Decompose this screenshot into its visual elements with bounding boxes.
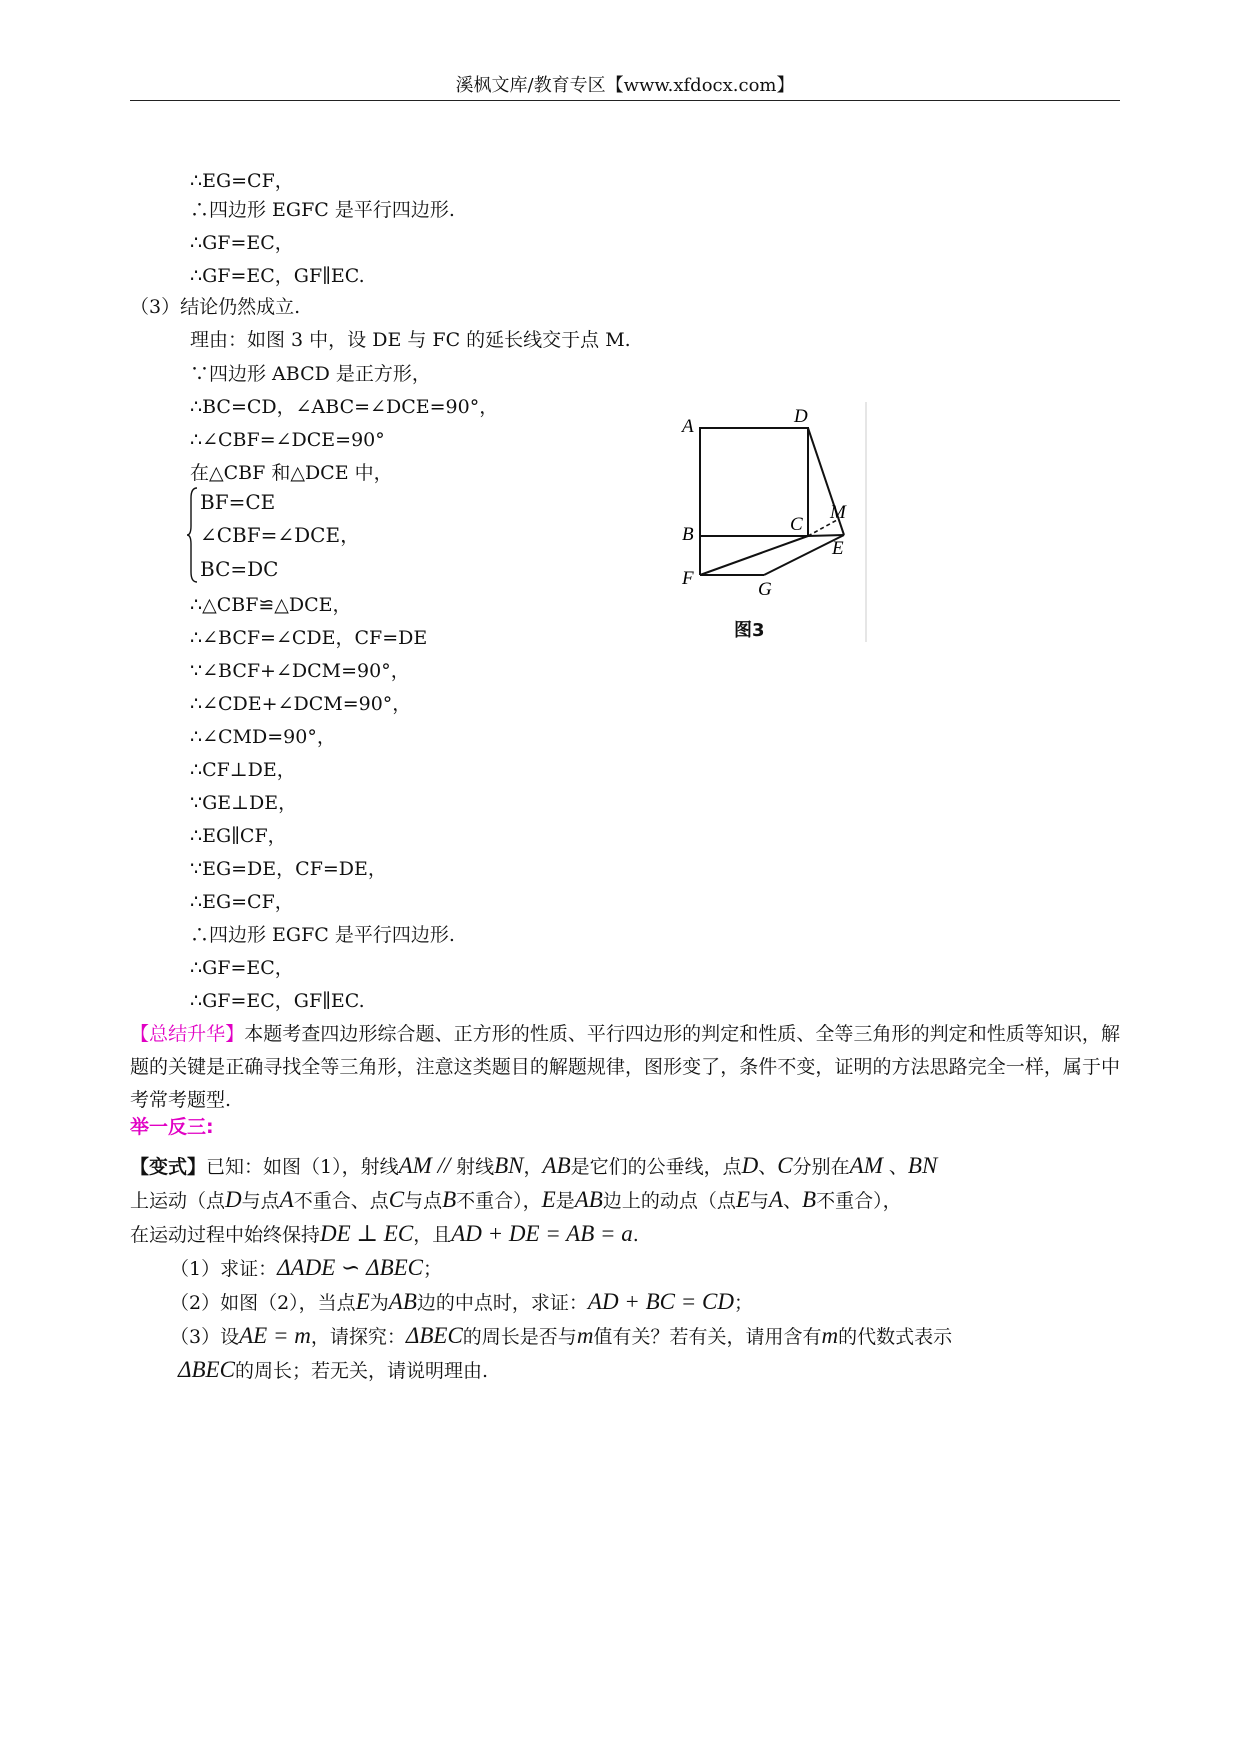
text: （1）求证：: [170, 1258, 278, 1280]
page-header: 溪枫文库/教育专区【www.xfdocx.com】: [130, 72, 1120, 101]
proof-line: ∴∠CDE+∠DCM=90°，: [190, 693, 412, 715]
proof-line: ∴BC=CD，∠ABC=∠DCE=90°，: [190, 396, 499, 418]
variant-line-3: [130, 1218, 639, 1251]
proof-line: ∵GE⊥DE，: [190, 792, 298, 814]
text: ；: [733, 1292, 753, 1314]
math: //: [431, 1153, 457, 1178]
segment-ce: [808, 535, 844, 536]
text: 是它们的公垂线，点: [570, 1156, 742, 1178]
math: AB: [388, 1289, 417, 1314]
question-1: [170, 1252, 442, 1285]
label-d: D: [794, 406, 808, 427]
text: 在运动过程中始终保持: [130, 1224, 321, 1246]
proof-line: ∵∠BCF+∠DCM=90°，: [190, 660, 410, 682]
text: 已知：如图（1），射线: [206, 1156, 399, 1178]
figure-caption: 图3: [734, 620, 765, 641]
text: 边的中点时，求证：: [416, 1292, 588, 1314]
text: （3）设: [170, 1326, 240, 1348]
math: DE ⊥ EC: [320, 1221, 414, 1246]
math: BN: [494, 1153, 524, 1178]
proof-line: ∴∠CMD=90°，: [190, 726, 336, 748]
figure-3: [672, 402, 868, 646]
proof-line: 在△CBF 和△DCE 中，: [190, 462, 393, 484]
practice-title: 举一反三:: [130, 1116, 214, 1138]
math: AM: [849, 1153, 883, 1178]
math: E: [735, 1187, 750, 1212]
text: ；: [423, 1258, 443, 1280]
text: 与点: [241, 1190, 280, 1212]
text: 值有关？若有关，请用含有: [593, 1326, 822, 1348]
variant-tag: 【变式】: [130, 1156, 207, 1178]
question-3-cont: [178, 1354, 488, 1387]
text: 与点: [404, 1190, 443, 1212]
text: 不重合、点: [293, 1190, 389, 1212]
math: C: [777, 1153, 793, 1178]
math: AE = m: [239, 1323, 311, 1348]
label-a: A: [682, 416, 694, 437]
math: D: [741, 1153, 759, 1178]
text: 、: [882, 1156, 908, 1178]
text: ，请探究：: [310, 1326, 406, 1348]
proof-line: ∴∠BCF=∠CDE，CF=DE: [190, 627, 428, 649]
math: E: [541, 1187, 556, 1212]
label-f: F: [682, 568, 694, 589]
question-2: [170, 1286, 753, 1319]
math: AB: [574, 1187, 603, 1212]
math: AB: [542, 1153, 571, 1178]
math: ΔBEC: [178, 1357, 235, 1382]
system-brace: [186, 486, 198, 584]
system-line: BC=DC: [200, 557, 279, 581]
proof-line: ∴∠CBF=∠DCE=90°: [190, 429, 385, 451]
proof-line: ∴GF=EC，GF∥EC.: [190, 265, 365, 287]
variant-line-2: [130, 1184, 902, 1217]
text: ，且: [413, 1224, 452, 1246]
summary-tag: 【总结升华】: [130, 1023, 245, 1045]
text: 分别在: [792, 1156, 850, 1178]
text: 与: [749, 1190, 769, 1212]
math: BN: [907, 1153, 938, 1178]
proof-line: ∴CF⊥DE，: [190, 759, 296, 781]
math: B: [442, 1187, 457, 1212]
math: m: [821, 1323, 839, 1348]
math: AD + DE = AB = a: [451, 1221, 633, 1246]
text: 是: [555, 1190, 575, 1212]
summary-text: 本题考查四边形综合题、正方形的性质、平行四边形的判定和性质、全等三角形的判定和性质等知识，解题的关键是正确寻找全等三角形，注意这类题目的解题规律，图形变了，条件不变，证明的方法思路完全一样，属于中考常考题型.: [130, 1023, 1120, 1111]
math: B: [802, 1187, 817, 1212]
text: 不重合），: [816, 1190, 902, 1212]
part3-reason: 理由：如图 3 中，设 DE 与 FC 的延长线交于点 M.: [190, 329, 631, 351]
proof-line: ∴GF=EC，: [190, 232, 294, 254]
math: m: [576, 1323, 594, 1348]
question-3: [170, 1320, 952, 1353]
proof-line: ∴EG=CF，: [190, 891, 294, 913]
text: 上运动（点: [130, 1190, 226, 1212]
text: 、: [783, 1190, 803, 1212]
proof-line: ∴EG∥CF，: [190, 825, 287, 847]
text: 、: [758, 1156, 778, 1178]
math: AD + BC = CD: [587, 1289, 734, 1314]
math: ΔBEC: [405, 1323, 463, 1348]
text: 不重合），: [456, 1190, 542, 1212]
proof-line: ∴EG=CF，: [190, 170, 294, 192]
math: A: [279, 1187, 294, 1212]
label-g: G: [758, 579, 772, 600]
text: 为: [369, 1292, 389, 1314]
proof-line: ∵四边形 ABCD 是正方形，: [190, 363, 431, 385]
system-line: BF=CE: [200, 490, 276, 514]
system-line: ∠CBF=∠DCE，: [200, 523, 361, 547]
math: C: [388, 1187, 405, 1212]
math: ΔADE ∽ ΔBEC: [277, 1255, 424, 1280]
text: ，: [523, 1156, 543, 1178]
proof-line: ∴四边形 EGFC 是平行四边形.: [190, 199, 455, 221]
math: AM: [398, 1153, 432, 1178]
text: 边上的动点（点: [602, 1190, 736, 1212]
proof-line: ∴GF=EC，: [190, 957, 294, 979]
part3-title: （3）结论仍然成立.: [130, 296, 301, 318]
label-m: M: [830, 502, 846, 523]
label-c: C: [790, 514, 803, 535]
label-b: B: [682, 524, 694, 545]
text: 射线: [456, 1156, 495, 1178]
label-e: E: [832, 538, 844, 559]
text: 的周长；若无关，请说明理由.: [234, 1360, 488, 1382]
text: .: [632, 1224, 639, 1246]
summary-paragraph: [130, 1018, 1120, 1117]
math: D: [225, 1187, 242, 1212]
proof-line: ∴GF=EC，GF∥EC.: [190, 990, 365, 1012]
proof-line: ∴△CBF≌△DCE，: [190, 594, 352, 616]
proof-line: ∵EG=DE，CF=DE，: [190, 858, 387, 880]
variant-line-1: [130, 1150, 937, 1183]
text: （2）如图（2），当点: [170, 1292, 356, 1314]
segment-fc: [700, 536, 808, 575]
math: E: [355, 1289, 370, 1314]
text: 的周长是否与: [462, 1326, 577, 1348]
text: 的代数式表示: [838, 1326, 953, 1348]
proof-line: ∴四边形 EGFC 是平行四边形.: [190, 924, 455, 946]
math: A: [768, 1187, 784, 1212]
